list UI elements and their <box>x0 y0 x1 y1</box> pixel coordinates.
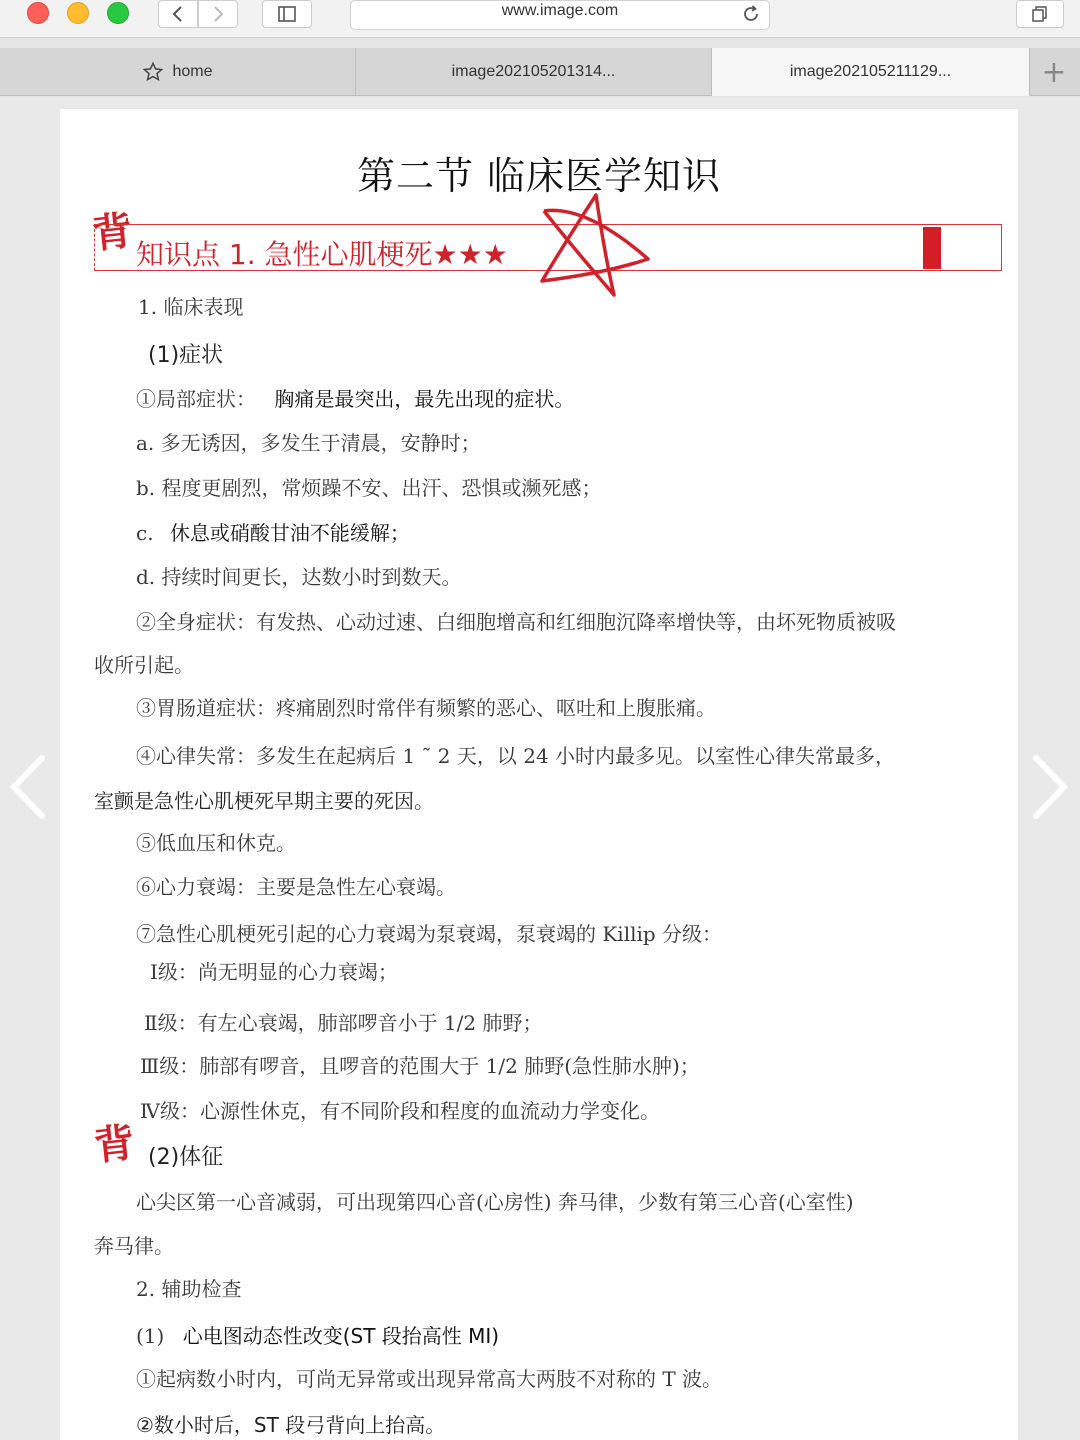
text-line: ②全身症状：有发热、心动过速、白细胞增高和红细胞沉降率增快等，由坏死物质被吸 <box>136 610 896 634</box>
previous-image-arrow-icon[interactable] <box>6 752 50 822</box>
text-line: ①起病数小时内，可尚无异常或出现异常高大两肢不对称的 T 波。 <box>136 1367 723 1391</box>
chevron-right-icon <box>211 5 225 23</box>
text-line: 收所引起。 <box>94 653 194 677</box>
text-line: ⑦急性心肌梗死引起的心力衰竭为泵衰竭，泵衰竭的 Killip 分级： <box>136 922 723 946</box>
next-image-arrow-icon[interactable] <box>1028 752 1072 822</box>
bold-key-point: 室颤是急性心肌梗死早期主要的死因。 <box>94 789 434 813</box>
hand-drawn-star-icon <box>536 191 658 303</box>
tab-image-2-active[interactable] <box>712 48 1030 96</box>
section-heading: 2. 辅助检查 <box>136 1277 242 1301</box>
list-marker: c. <box>136 521 154 545</box>
text-line: ③胃肠道症状：疼痛剧烈时常伴有频繁的恶心、呕吐和上腹胀痛。 <box>136 696 716 720</box>
killip-grade-2: Ⅱ级：有左心衰竭，肺部啰音小于 1/2 肺野； <box>144 1011 543 1035</box>
address-bar[interactable] <box>350 0 770 30</box>
red-marker-bar <box>923 227 941 269</box>
handwritten-back-mark: 背 <box>89 207 135 258</box>
tab-image-1[interactable] <box>356 48 712 96</box>
text-line: ⑤低血压和休克。 <box>136 831 296 855</box>
plus-icon: + <box>1041 54 1067 90</box>
bold-key-point: 心电图动态性改变(ST 段抬高性 MI) <box>182 1324 500 1348</box>
page-title: 第二节 临床医学知识 <box>356 154 722 198</box>
zoom-window-button[interactable] <box>107 2 129 24</box>
tab-home[interactable] <box>0 48 356 96</box>
bold-key-point: 胸痛是最突出，最先出现的症状。 <box>274 387 575 411</box>
killip-grade-4: Ⅳ级：心源性休克，有不同阶段和程度的血流动力学变化。 <box>140 1099 660 1123</box>
minimize-window-button[interactable] <box>67 2 89 24</box>
chevron-left-icon <box>171 5 185 23</box>
section-heading: 1. 临床表现 <box>138 295 244 319</box>
subsection-heading: (2)体征 <box>148 1145 224 1170</box>
tab-label: image202105201314... <box>451 63 616 80</box>
list-marker: (1) <box>136 1324 165 1348</box>
killip-grade-3: Ⅲ级：肺部有啰音，且啰音的范围大于 1/2 肺野(急性肺水肿)； <box>140 1054 700 1078</box>
tab-label: home <box>172 63 213 80</box>
reload-icon[interactable] <box>739 2 763 26</box>
text-line: d. 持续时间更长，达数小时到数天。 <box>136 565 462 589</box>
text-line: b. 程度更剧烈，常烦躁不安、出汗、恐惧或濒死感； <box>136 476 602 500</box>
text-line: 心尖区第一心音减弱，可出现第四心音(心房性) 奔马律，少数有第三心音(心室性) <box>136 1190 854 1214</box>
back-button[interactable] <box>158 0 198 28</box>
star-icon <box>142 61 164 83</box>
label-local-symptoms: ①局部症状： <box>136 387 256 411</box>
image-viewer <box>0 97 1080 1440</box>
url-text: www.image.com <box>501 2 619 19</box>
tab-label: image202105211129... <box>789 62 952 80</box>
text-line <box>136 1320 499 1349</box>
subsection-heading: (1)症状 <box>148 343 224 368</box>
text-line: 奔马律。 <box>94 1234 174 1258</box>
bold-key-point: ②数小时后，ST 段弓背向上抬高。 <box>136 1413 446 1437</box>
new-tab-button[interactable] <box>1030 48 1078 96</box>
killip-grade-1: Ⅰ级：尚无明显的心力衰竭； <box>150 960 398 984</box>
sidebar-toggle-button[interactable] <box>262 0 312 28</box>
tab-bar <box>0 48 1080 96</box>
knowledge-point-heading: 知识点 1. 急性心肌梗死★★★ <box>136 238 508 271</box>
handwritten-back-mark: 背 <box>91 1119 137 1170</box>
text-line <box>136 383 574 412</box>
text-line: ⑥心力衰竭：主要是急性左心衰竭。 <box>136 875 456 899</box>
tab-overview-icon <box>1031 5 1049 23</box>
document-page <box>60 109 1018 1440</box>
forward-button[interactable] <box>198 0 238 28</box>
close-window-button[interactable] <box>27 2 49 24</box>
sidebar-icon <box>278 6 296 22</box>
text-line: ④心律失常：多发生在起病后 1 ˜ 2 天，以 24 小时内最多见。以室性心律失常最多， <box>136 744 896 768</box>
text-line: a. 多无诱因，多发生于清晨，安静时； <box>136 431 481 455</box>
tab-overview-button[interactable] <box>1016 0 1064 28</box>
browser-toolbar <box>0 0 1080 38</box>
text-line <box>136 517 410 546</box>
bold-key-point: 休息或硝酸甘油不能缓解； <box>169 521 410 545</box>
